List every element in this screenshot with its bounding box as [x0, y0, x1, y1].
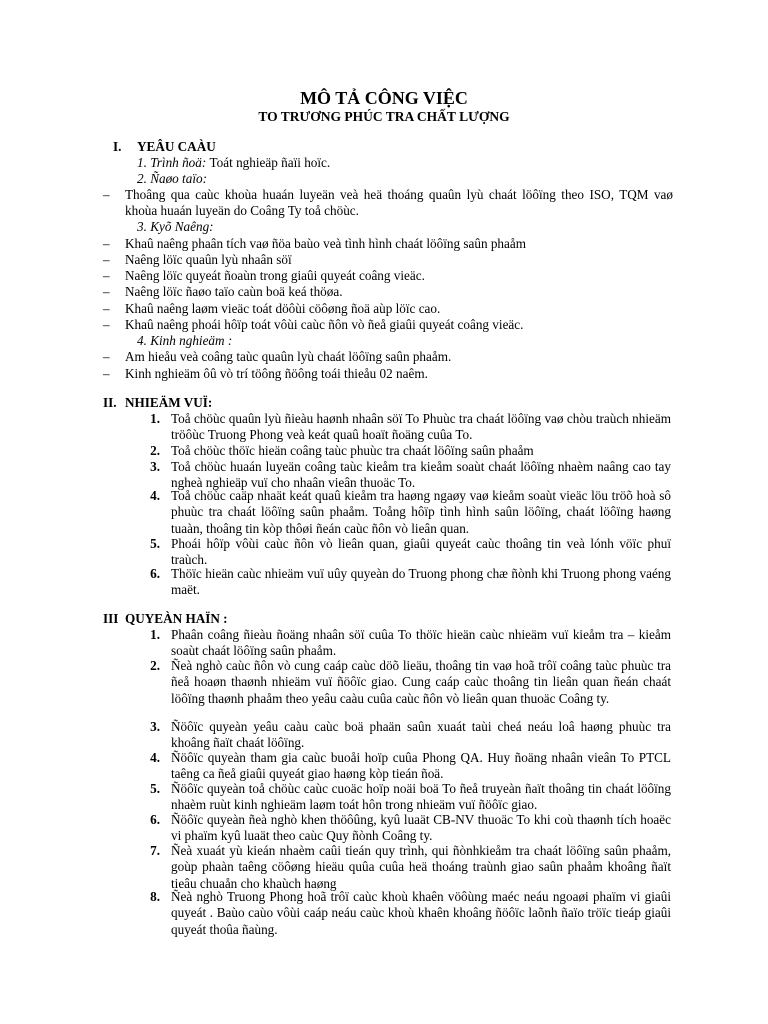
section-title: YEÂU CAÀU	[137, 139, 216, 154]
list-item: Naêng löïc quaûn lyù nhaân söï	[125, 252, 292, 267]
dash-bullet: –	[103, 317, 110, 332]
list-item: Thoâng qua caùc khoùa huaán luyeän veà heä thoáng quaûn lyù chaát löôïng theo ISO, TQM vaø khoùa huaán luyeän do Coâng Ty toå chöùc.	[125, 187, 673, 219]
item-number: 1.	[150, 627, 160, 642]
item-number: 2.	[150, 443, 160, 458]
list-item: Ñöôïc quyeàn tham gia caùc buoåi hoïp cuûa Phong QA. Huy ñoäng nhaân vieân To PTCL taêng ca ñeå giaûi quyeát giao haøng kòp tieán ñoä.	[171, 750, 671, 782]
list-item: Thöïc hieän caùc nhieäm vuï uûy quyeàn do Truong phong chæ ñònh khi Truong phong vaéng maët.	[171, 566, 671, 598]
sub-label: Trình ñoä:	[150, 155, 207, 170]
item-number: 4.	[150, 488, 160, 503]
item-number: 5.	[150, 781, 160, 796]
dash-bullet: –	[103, 268, 110, 283]
dash-bullet: –	[103, 187, 110, 202]
list-item: Naêng löïc ñaøo taïo caùn boä keá thöøa.	[125, 284, 343, 299]
item-number: 3.	[150, 459, 160, 474]
dash-bullet: –	[103, 284, 110, 299]
requirement-subheading	[137, 333, 232, 349]
list-item: Kinh nghieäm ôû vò trí töông ñöông toái thieåu 02 naêm.	[125, 366, 428, 381]
list-item: Toå chöùc huaán luyeän coâng taùc kieåm tra kieåm soaùt chaát löôïng nhaèm naâng cao tay ngheà nghieäp vuï cho nhaân vieân thuoäc To.	[171, 459, 671, 491]
list-item: Toå chöùc quaûn lyù ñieàu haønh nhaân söï To Phuùc tra chaát löôïng vaø chòu traùch nhieäm tröôùc Truong Phong veà keát quaû hoaït ñoäng cuûa To.	[171, 411, 671, 443]
item-number: 4.	[150, 750, 160, 765]
dash-bullet: –	[103, 366, 110, 381]
item-number: 3.	[150, 719, 160, 734]
dash-bullet: –	[103, 301, 110, 316]
requirement-subheading	[137, 155, 330, 171]
list-item: Ñöôïc quyeàn ñeà nghò khen thöôûng, kyû luaät CB-NV thuoäc To khi coù thaønh tích hoaëc vi phaïm kyû luaät theo caùc Quy ñònh Coâng ty.	[171, 812, 671, 844]
list-item: Am hieåu veà coâng taùc quaûn lyù chaát löôïng saûn phaåm.	[125, 349, 452, 364]
document-subtitle: TO TRƯƠNG PHÚC TRA CHẤT LƯỢNG	[258, 109, 510, 124]
item-number: 6.	[150, 566, 160, 581]
list-item: Ñeà xuaát yù kieán nhaèm caûi tieán quy trình, qui ñònhkieåm tra chaát löôïng saûn phaåm, goùp phaàn taêng cöôøng hieäu quûa cuûa heä thoáng traùnh giao saûn phaåm khoâng ñaït tieâu chuaån cho khaùch haøng	[171, 843, 671, 891]
section-title: QUYEÀN HAÏN :	[125, 611, 228, 626]
list-item: Ñöôïc quyeàn yeâu caàu caùc boä phaän saûn xuaát taùi cheá neáu loâ haøng phuùc tra khoâng ñaït chaát löôïng.	[171, 719, 671, 751]
item-number: 2.	[150, 658, 160, 673]
section-title: NHIEÄM VUÏ:	[125, 395, 213, 410]
list-item: Phaân coâng ñieàu ñoäng nhaân söï cuûa To thöïc hieän caùc nhieäm vuï kieåm tra – kieåm soaùt chaát löôïng saûn phaåm.	[171, 627, 671, 659]
list-item: Khaû naêng phoái hôïp toát vôùi caùc ñôn vò ñeå giaûi quyeát coâng vieäc.	[125, 317, 524, 332]
list-item: Phoái hôïp vôùi caùc ñôn vò lieân quan, giaûi quyeát caùc thoâng tin veà lónh vöïc phuï traùch.	[171, 536, 671, 568]
list-item: Ñeà nghò caùc ñôn vò cung caáp caùc döõ lieäu, thoâng tin vaø hoã trôï coâng taùc phuùc tra ñeå hoaøn thaønh nhieäm vuï ñöôïc giao. Cung caáp caùc thoâng tin lieân quan ñeán chaát löôïng thaønh phaåm theo yeâu caàu cuûa caùc ñôn vò lieân quan thuoäc Coâng ty.	[171, 658, 671, 706]
list-item: Ñöôïc quyeàn toå chöùc caùc cuoäc hoïp noäi boä To ñeå truyeàn ñaït thoâng tin chaát löôïng nhaèm ruùt kinh nghieäm laøm toát hôn trong nhieäm vuï ñöôïc giao.	[171, 781, 671, 813]
sub-number: 2.	[137, 171, 147, 186]
item-number: 1.	[150, 411, 160, 426]
dash-bullet: –	[103, 349, 110, 364]
dash-bullet: –	[103, 236, 110, 251]
sub-label: Ñaøo taïo:	[150, 171, 207, 186]
sub-label: Kyõ Naêng:	[150, 219, 214, 234]
requirement-subheading	[137, 219, 214, 235]
dash-bullet: –	[103, 252, 110, 267]
list-item: Khaû naêng phaân tích vaø ñöa baùo veà tình hình chaát löôïng saûn phaåm	[125, 236, 526, 251]
section-number: III	[103, 611, 119, 626]
list-item: Ñeà nghò Truong Phong hoã trôï caùc khoù khaên vöôùng maéc neáu ngoaøi phaïm vi giaûi quyeát . Baùo caùo vôùi caáp neáu caùc khoù khaên khoâng ñöôïc laõnh ñaïo tröïc tieáp giaûi quyeát thoûa ñaùng.	[171, 889, 671, 937]
sub-label: Kinh nghieäm :	[150, 333, 233, 348]
list-item: Khaû naêng laøm vieäc toát döôùi cöôøng ñoä aùp löïc cao.	[125, 301, 441, 316]
item-number: 8.	[150, 889, 160, 904]
list-item: Toå chöùc thöïc hieän coâng taùc phuùc tra chaát löôïng saûn phaåm	[171, 443, 534, 458]
item-number: 6.	[150, 812, 160, 827]
list-item: Toå chöùc caäp nhaät keát quaû kieåm tra haøng ngaøy vaø kieåm soaùt vieäc löu tröõ hoà sô phuùc tra chaát löôïng saûn phaåm. Toång hôïp tình hình saûn löôïng, chaát löôïng haøng tuaàn, thoâng tin kòp thôøi ñeán caùc ñôn vò lieân quan.	[171, 488, 671, 536]
section-number: II.	[103, 395, 117, 410]
section-number: I.	[113, 139, 122, 154]
sub-number: 3.	[137, 219, 147, 234]
requirement-subheading	[137, 171, 207, 187]
list-item: Naêng löïc quyeát ñoaùn trong giaûi quyeát coâng vieäc.	[125, 268, 425, 283]
item-number: 7.	[150, 843, 160, 858]
item-number: 5.	[150, 536, 160, 551]
sub-value: Toát nghieäp ñaïi hoïc.	[209, 155, 331, 170]
sub-number: 1.	[137, 155, 147, 170]
document-title: MÔ TẢ CÔNG VIỆC	[300, 88, 468, 108]
sub-number: 4.	[137, 333, 147, 348]
